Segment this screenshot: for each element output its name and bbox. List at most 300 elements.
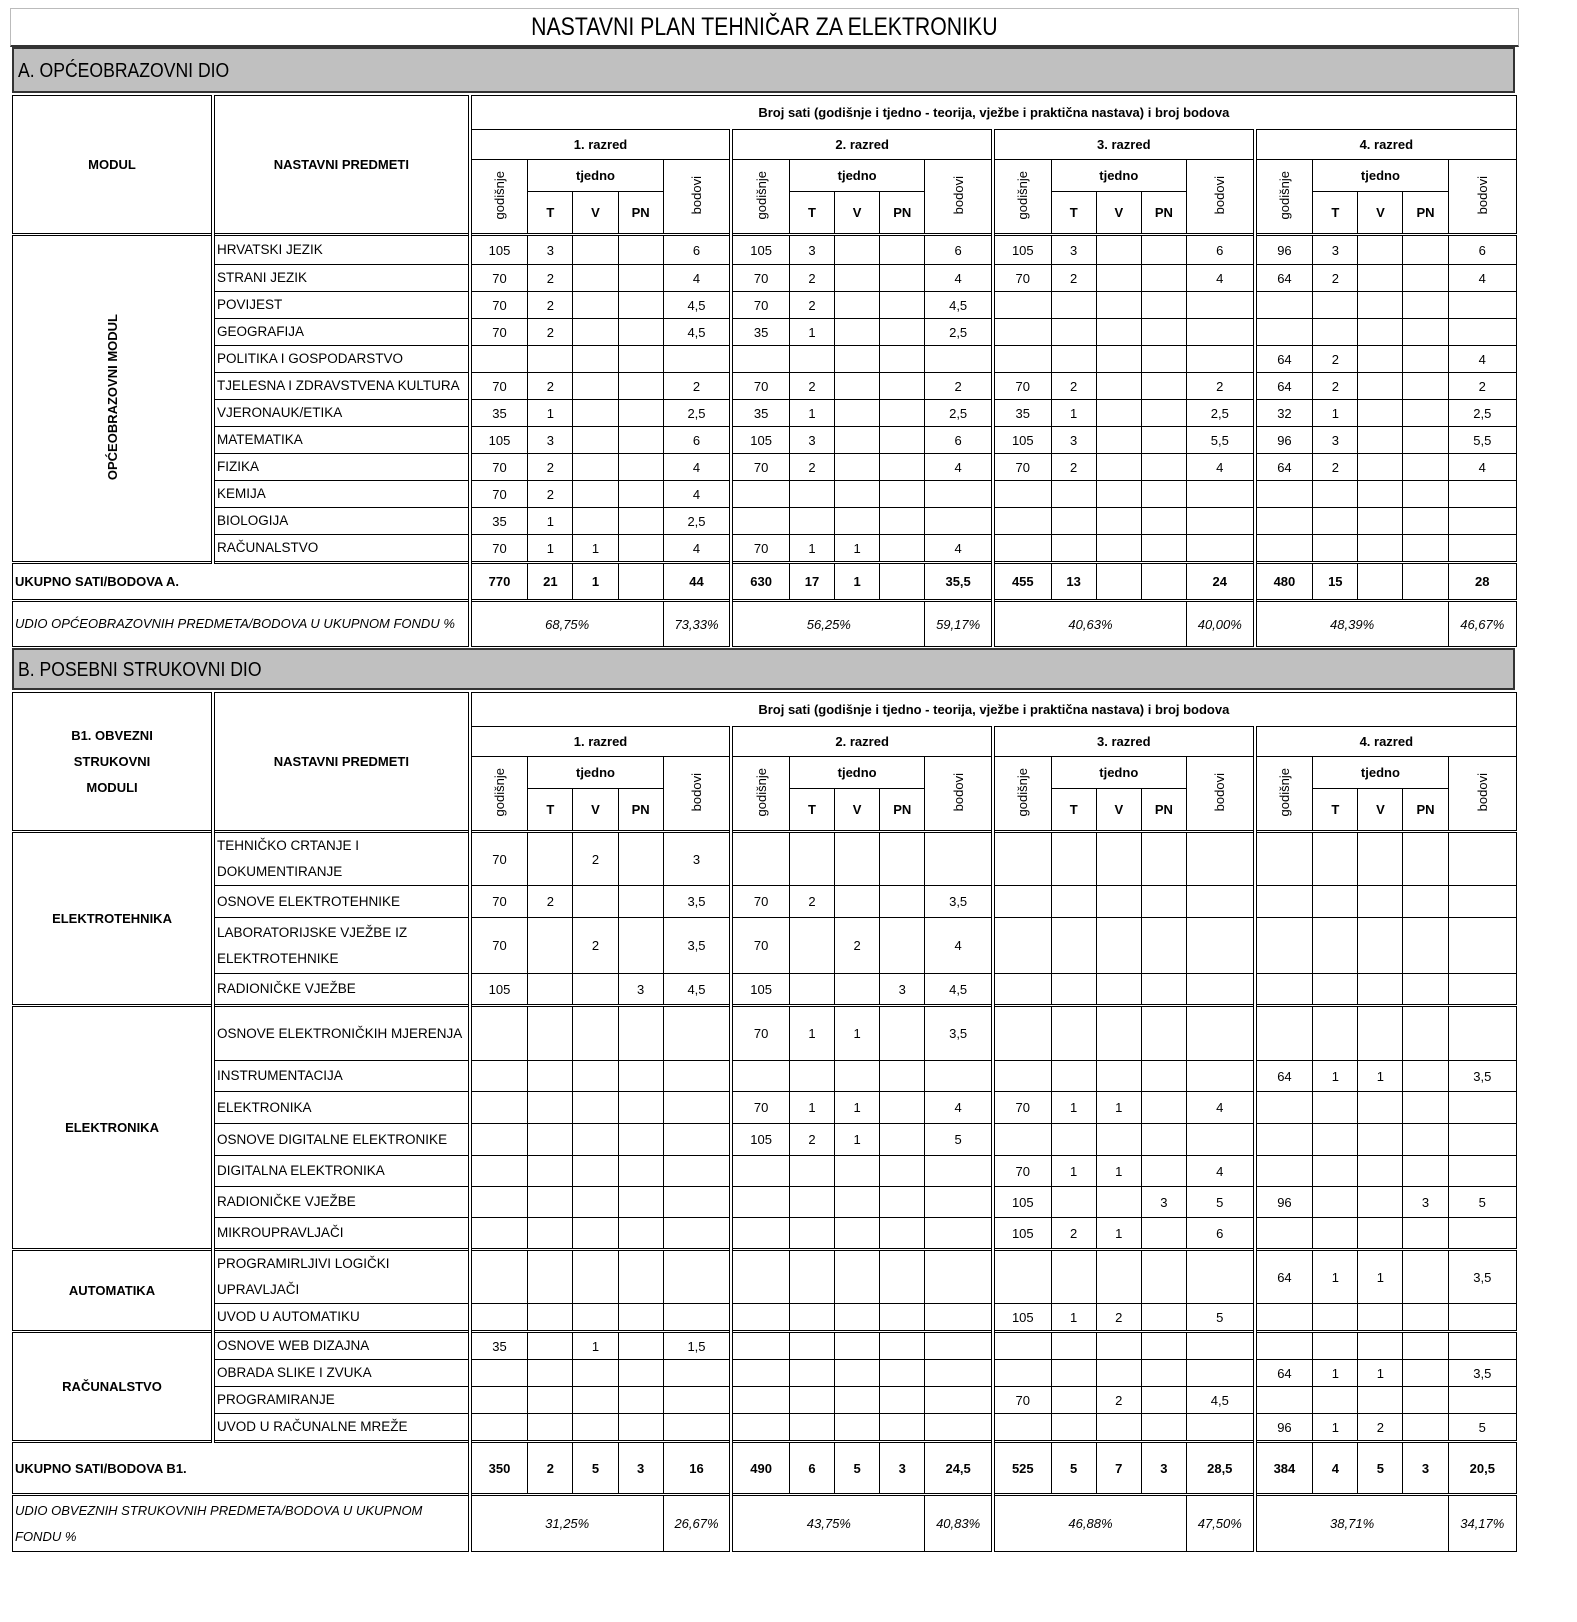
header-module: MODUL xyxy=(13,96,214,235)
share-hours-percent: 31,25% xyxy=(470,1495,663,1552)
value-cell xyxy=(618,1218,663,1250)
total-value: 15 xyxy=(1313,563,1358,601)
value-cell xyxy=(1186,918,1254,974)
value-cell: 105 xyxy=(731,235,789,265)
value-cell xyxy=(1448,918,1516,974)
value-cell xyxy=(880,1124,925,1156)
header-tjedno: tjedno xyxy=(789,160,924,192)
value-cell xyxy=(1403,292,1448,319)
total-label: UKUPNO SATI/BODOVA A. xyxy=(13,563,470,601)
value-cell xyxy=(880,1414,925,1442)
value-cell xyxy=(618,886,663,918)
value-cell xyxy=(1141,1387,1186,1414)
value-cell xyxy=(1096,1414,1141,1442)
section-b-table xyxy=(12,692,1517,1552)
value-cell xyxy=(573,508,618,535)
value-cell: 70 xyxy=(731,454,789,481)
value-cell xyxy=(663,1387,731,1414)
value-cell xyxy=(993,1250,1051,1304)
module-label: OPĆEOBRAZOVNI MODUL xyxy=(104,313,120,481)
header-bodovi xyxy=(1448,160,1516,235)
subject-name: RADIONIČKE VJEŽBE xyxy=(213,1187,470,1218)
value-cell xyxy=(789,1387,834,1414)
total-value: 5 xyxy=(573,1442,618,1495)
value-cell xyxy=(1448,319,1516,346)
value-cell xyxy=(1403,1218,1448,1250)
value-cell xyxy=(1186,1250,1254,1304)
value-cell xyxy=(1096,1360,1141,1387)
value-cell xyxy=(1141,292,1186,319)
subject-name: RADIONIČKE VJEŽBE xyxy=(213,974,470,1006)
value-cell: 3,5 xyxy=(1448,1061,1516,1092)
value-cell xyxy=(1313,1092,1358,1124)
total-value: 44 xyxy=(663,563,731,601)
value-cell xyxy=(1141,974,1186,1006)
value-cell xyxy=(880,918,925,974)
value-cell: 3 xyxy=(1313,427,1358,454)
value-cell xyxy=(1141,1360,1186,1387)
header-grade-3: 3. razred xyxy=(993,130,1255,160)
value-cell xyxy=(880,427,925,454)
value-cell: 2 xyxy=(789,886,834,918)
value-cell xyxy=(573,373,618,400)
value-cell xyxy=(1403,454,1448,481)
value-cell: 4 xyxy=(925,1092,993,1124)
value-cell: 3 xyxy=(618,974,663,1006)
value-cell: 2,5 xyxy=(1186,400,1254,427)
value-cell xyxy=(618,535,663,563)
value-cell xyxy=(880,1218,925,1250)
subject-name: UVOD U AUTOMATIKU xyxy=(213,1304,470,1332)
value-cell xyxy=(731,1387,789,1414)
value-cell xyxy=(528,1360,573,1387)
value-cell xyxy=(663,346,731,373)
value-cell xyxy=(1255,1332,1313,1360)
value-cell xyxy=(1051,832,1096,886)
value-cell xyxy=(789,974,834,1006)
value-cell xyxy=(1096,292,1141,319)
value-cell xyxy=(470,1414,528,1442)
value-cell xyxy=(528,1250,573,1304)
value-cell xyxy=(835,400,880,427)
value-cell xyxy=(573,1124,618,1156)
value-cell xyxy=(1313,1006,1358,1061)
header-t: T xyxy=(789,192,834,235)
share-hours-percent: 38,71% xyxy=(1255,1495,1448,1552)
header-module-label: B1. OBVEZNI STRUKOVNI MODULI xyxy=(71,727,153,795)
value-cell: 64 xyxy=(1255,1061,1313,1092)
header-godisnje xyxy=(470,757,528,832)
header-t: T xyxy=(1313,192,1358,235)
value-cell xyxy=(663,1124,731,1156)
value-cell xyxy=(993,1006,1051,1061)
value-cell xyxy=(925,1218,993,1250)
value-cell xyxy=(1141,1414,1186,1442)
value-cell xyxy=(1051,1187,1096,1218)
value-cell xyxy=(1358,1218,1403,1250)
header-bodovi-label: bodovi xyxy=(1474,175,1490,215)
value-cell xyxy=(880,319,925,346)
value-cell xyxy=(925,832,993,886)
value-cell xyxy=(1358,508,1403,535)
value-cell: 2,5 xyxy=(1448,400,1516,427)
value-cell: 4,5 xyxy=(925,292,993,319)
value-cell xyxy=(1255,1006,1313,1061)
share-points-percent: 73,33% xyxy=(663,601,731,647)
value-cell xyxy=(1255,886,1313,918)
subject-name: LABORATORIJSKE VJEŽBE IZ ELEKTROTEHNIKE xyxy=(213,918,470,974)
value-cell xyxy=(1051,1006,1096,1061)
value-cell: 35 xyxy=(993,400,1051,427)
module-name: ELEKTRONIKA xyxy=(13,1006,214,1250)
value-cell xyxy=(1313,481,1358,508)
value-cell xyxy=(1186,974,1254,1006)
value-cell xyxy=(1358,1387,1403,1414)
value-cell xyxy=(880,235,925,265)
module-name: ELEKTROTEHNIKA xyxy=(13,832,214,1006)
header-v: V xyxy=(835,789,880,832)
value-cell xyxy=(1403,1387,1448,1414)
value-cell xyxy=(880,1061,925,1092)
value-cell xyxy=(880,346,925,373)
value-cell xyxy=(1358,832,1403,886)
value-cell: 35 xyxy=(470,400,528,427)
value-cell xyxy=(573,454,618,481)
value-cell xyxy=(1313,535,1358,563)
header-tjedno: tjedno xyxy=(528,757,663,789)
value-cell: 35 xyxy=(731,400,789,427)
value-cell xyxy=(993,1332,1051,1360)
value-cell xyxy=(835,235,880,265)
value-cell xyxy=(1096,1250,1141,1304)
value-cell xyxy=(1403,1250,1448,1304)
value-cell xyxy=(1313,886,1358,918)
value-cell: 70 xyxy=(470,832,528,886)
value-cell xyxy=(1255,1304,1313,1332)
value-cell xyxy=(528,918,573,974)
value-cell: 4 xyxy=(1186,1092,1254,1124)
value-cell xyxy=(1403,319,1448,346)
value-cell xyxy=(731,1156,789,1187)
table-row xyxy=(13,481,1517,508)
value-cell: 1 xyxy=(1358,1360,1403,1387)
total-value: 4 xyxy=(1313,1442,1358,1495)
value-cell xyxy=(1141,346,1186,373)
value-cell xyxy=(993,832,1051,886)
value-cell xyxy=(1096,235,1141,265)
header-pn: PN xyxy=(618,789,663,832)
value-cell xyxy=(835,292,880,319)
value-cell: 1 xyxy=(1051,1092,1096,1124)
header-subjects: NASTAVNI PREDMETI xyxy=(213,96,470,235)
value-cell xyxy=(1141,832,1186,886)
value-cell: 3,5 xyxy=(925,1006,993,1061)
header-v: V xyxy=(1358,789,1403,832)
value-cell: 105 xyxy=(470,235,528,265)
value-cell xyxy=(880,1006,925,1061)
value-cell xyxy=(618,1092,663,1124)
total-value: 35,5 xyxy=(925,563,993,601)
module-name: RAČUNALSTVO xyxy=(13,1332,214,1442)
value-cell xyxy=(1255,974,1313,1006)
value-cell xyxy=(835,481,880,508)
value-cell: 1 xyxy=(1096,1092,1141,1124)
value-cell: 1 xyxy=(1051,1156,1096,1187)
header-bodovi xyxy=(1448,757,1516,832)
value-cell: 3,5 xyxy=(663,918,731,974)
total-value: 3 xyxy=(880,1442,925,1495)
value-cell: 5,5 xyxy=(1186,427,1254,454)
value-cell: 70 xyxy=(470,535,528,563)
value-cell: 2 xyxy=(1051,265,1096,292)
value-cell xyxy=(1186,319,1254,346)
value-cell xyxy=(1141,1156,1186,1187)
value-cell xyxy=(618,319,663,346)
header-grade-4: 4. razred xyxy=(1255,130,1517,160)
subject-name: PROGRAMIRANJE xyxy=(213,1387,470,1414)
value-cell xyxy=(470,1187,528,1218)
value-cell xyxy=(1255,1218,1313,1250)
value-cell xyxy=(470,1250,528,1304)
value-cell: 1 xyxy=(835,1006,880,1061)
header-grade-1: 1. razred xyxy=(470,130,732,160)
value-cell xyxy=(1051,886,1096,918)
value-cell xyxy=(1313,918,1358,974)
value-cell xyxy=(618,1304,663,1332)
share-points-percent: 40,00% xyxy=(1186,601,1254,647)
value-cell xyxy=(1313,974,1358,1006)
value-cell xyxy=(1096,427,1141,454)
value-cell: 2,5 xyxy=(663,400,731,427)
value-cell xyxy=(993,1414,1051,1442)
total-value: 630 xyxy=(731,563,789,601)
table-row xyxy=(13,918,1517,974)
value-cell xyxy=(789,1360,834,1387)
value-cell: 35 xyxy=(470,508,528,535)
value-cell: 3 xyxy=(528,235,573,265)
total-value: 28,5 xyxy=(1186,1442,1254,1495)
table-row xyxy=(13,1124,1517,1156)
value-cell: 70 xyxy=(993,1387,1051,1414)
value-cell: 3 xyxy=(528,427,573,454)
value-cell: 1 xyxy=(789,319,834,346)
value-cell: 2,5 xyxy=(663,508,731,535)
share-hours-percent: 48,39% xyxy=(1255,601,1448,647)
subject-name: VJERONAUK/ETIKA xyxy=(213,400,470,427)
value-cell xyxy=(1255,832,1313,886)
header-grade-4: 4. razred xyxy=(1255,727,1517,757)
value-cell xyxy=(1186,1414,1254,1442)
value-cell: 105 xyxy=(993,235,1051,265)
header-bodovi xyxy=(1186,160,1254,235)
value-cell xyxy=(731,1250,789,1304)
value-cell xyxy=(789,918,834,974)
value-cell: 6 xyxy=(1186,1218,1254,1250)
table-row xyxy=(13,1187,1517,1218)
subject-name: OBRADA SLIKE I ZVUKA xyxy=(213,1360,470,1387)
subject-name: POLITIKA I GOSPODARSTVO xyxy=(213,346,470,373)
value-cell xyxy=(618,373,663,400)
value-cell xyxy=(663,1218,731,1250)
value-cell xyxy=(573,1156,618,1187)
subject-name: MATEMATIKA xyxy=(213,427,470,454)
value-cell xyxy=(880,1250,925,1304)
value-cell xyxy=(573,346,618,373)
value-cell: 3,5 xyxy=(1448,1250,1516,1304)
total-value: 5 xyxy=(1051,1442,1096,1495)
value-cell xyxy=(470,1304,528,1332)
value-cell xyxy=(1096,319,1141,346)
value-cell: 1 xyxy=(1051,400,1096,427)
value-cell xyxy=(663,1156,731,1187)
value-cell xyxy=(1313,319,1358,346)
table-row xyxy=(13,886,1517,918)
header-godisnje-label: godišnje xyxy=(1015,170,1031,220)
value-cell xyxy=(528,1092,573,1124)
value-cell xyxy=(789,832,834,886)
total-value xyxy=(880,563,925,601)
value-cell xyxy=(528,1414,573,1442)
header-t: T xyxy=(789,789,834,832)
value-cell xyxy=(528,832,573,886)
subject-name: OSNOVE WEB DIZAJNA xyxy=(213,1332,470,1360)
value-cell xyxy=(1051,535,1096,563)
value-cell xyxy=(470,1387,528,1414)
value-cell xyxy=(1403,886,1448,918)
header-godisnje-label: godišnje xyxy=(753,767,769,817)
header-grade-3: 3. razred xyxy=(993,727,1255,757)
value-cell xyxy=(573,319,618,346)
value-cell xyxy=(731,508,789,535)
value-cell xyxy=(1051,1250,1096,1304)
value-cell xyxy=(1403,235,1448,265)
value-cell xyxy=(1255,292,1313,319)
value-cell xyxy=(1403,346,1448,373)
value-cell: 105 xyxy=(993,427,1051,454)
value-cell xyxy=(1403,1061,1448,1092)
value-cell xyxy=(1051,481,1096,508)
value-cell: 3,5 xyxy=(1448,1360,1516,1387)
value-cell xyxy=(731,1332,789,1360)
value-cell xyxy=(925,1250,993,1304)
table-row xyxy=(13,373,1517,400)
header-bodovi-label: bodovi xyxy=(950,772,966,812)
value-cell: 4 xyxy=(925,535,993,563)
total-value: 455 xyxy=(993,563,1051,601)
value-cell: 3,5 xyxy=(925,886,993,918)
value-cell: 4 xyxy=(1186,265,1254,292)
share-hours-percent: 68,75% xyxy=(470,601,663,647)
value-cell xyxy=(1403,1304,1448,1332)
value-cell xyxy=(1141,454,1186,481)
value-cell: 2 xyxy=(789,1124,834,1156)
value-cell xyxy=(1051,319,1096,346)
value-cell: 1 xyxy=(573,1332,618,1360)
value-cell xyxy=(618,1250,663,1304)
header-godisnje-label: godišnje xyxy=(1015,767,1031,817)
value-cell xyxy=(880,265,925,292)
value-cell xyxy=(528,1304,573,1332)
table-row xyxy=(13,454,1517,481)
value-cell xyxy=(925,1414,993,1442)
value-cell xyxy=(618,1187,663,1218)
total-value: 28 xyxy=(1448,563,1516,601)
value-cell xyxy=(835,346,880,373)
value-cell xyxy=(880,1187,925,1218)
value-cell xyxy=(573,1187,618,1218)
total-value: 490 xyxy=(731,1442,789,1495)
value-cell: 2 xyxy=(1313,265,1358,292)
value-cell xyxy=(1051,1360,1096,1387)
value-cell xyxy=(1448,1332,1516,1360)
value-cell xyxy=(1186,481,1254,508)
value-cell xyxy=(1141,886,1186,918)
value-cell xyxy=(1255,1387,1313,1414)
value-cell xyxy=(1403,535,1448,563)
header-pn: PN xyxy=(1141,192,1186,235)
value-cell xyxy=(1051,508,1096,535)
value-cell xyxy=(1141,918,1186,974)
value-cell xyxy=(1096,481,1141,508)
value-cell xyxy=(1051,346,1096,373)
value-cell xyxy=(1096,832,1141,886)
header-bodovi-label: bodovi xyxy=(688,175,704,215)
value-cell xyxy=(1358,319,1403,346)
value-cell: 2 xyxy=(1358,1414,1403,1442)
total-label: UKUPNO SATI/BODOVA B1. xyxy=(13,1442,470,1495)
value-cell xyxy=(1313,1156,1358,1187)
value-cell: 3,5 xyxy=(663,886,731,918)
value-cell xyxy=(1141,427,1186,454)
value-cell: 35 xyxy=(470,1332,528,1360)
table-row xyxy=(13,235,1517,265)
total-value: 525 xyxy=(993,1442,1051,1495)
value-cell xyxy=(1358,535,1403,563)
value-cell: 2 xyxy=(1096,1387,1141,1414)
subject-name: OSNOVE ELEKTROTEHNIKE xyxy=(213,886,470,918)
value-cell xyxy=(1448,1304,1516,1332)
value-cell: 6 xyxy=(925,235,993,265)
value-cell xyxy=(1313,508,1358,535)
value-cell: 1 xyxy=(1096,1218,1141,1250)
value-cell xyxy=(1448,535,1516,563)
share-points-percent: 40,83% xyxy=(925,1495,993,1552)
value-cell xyxy=(528,1124,573,1156)
value-cell xyxy=(573,1218,618,1250)
value-cell xyxy=(1358,1124,1403,1156)
value-cell: 6 xyxy=(925,427,993,454)
value-cell xyxy=(663,1304,731,1332)
table-row xyxy=(13,1360,1517,1387)
subject-name: BIOLOGIJA xyxy=(213,508,470,535)
total-value: 1 xyxy=(835,563,880,601)
value-cell: 1 xyxy=(835,1092,880,1124)
value-cell xyxy=(1141,1250,1186,1304)
value-cell xyxy=(1255,1092,1313,1124)
value-cell: 1 xyxy=(1051,1304,1096,1332)
value-cell: 64 xyxy=(1255,373,1313,400)
value-cell: 6 xyxy=(1448,235,1516,265)
value-cell xyxy=(731,481,789,508)
share-hours-percent: 43,75% xyxy=(731,1495,924,1552)
value-cell xyxy=(1186,1124,1254,1156)
value-cell: 5 xyxy=(1186,1304,1254,1332)
header-pn: PN xyxy=(1403,789,1448,832)
value-cell xyxy=(1448,481,1516,508)
value-cell: 105 xyxy=(993,1187,1051,1218)
value-cell: 64 xyxy=(1255,1360,1313,1387)
value-cell: 70 xyxy=(731,1006,789,1061)
